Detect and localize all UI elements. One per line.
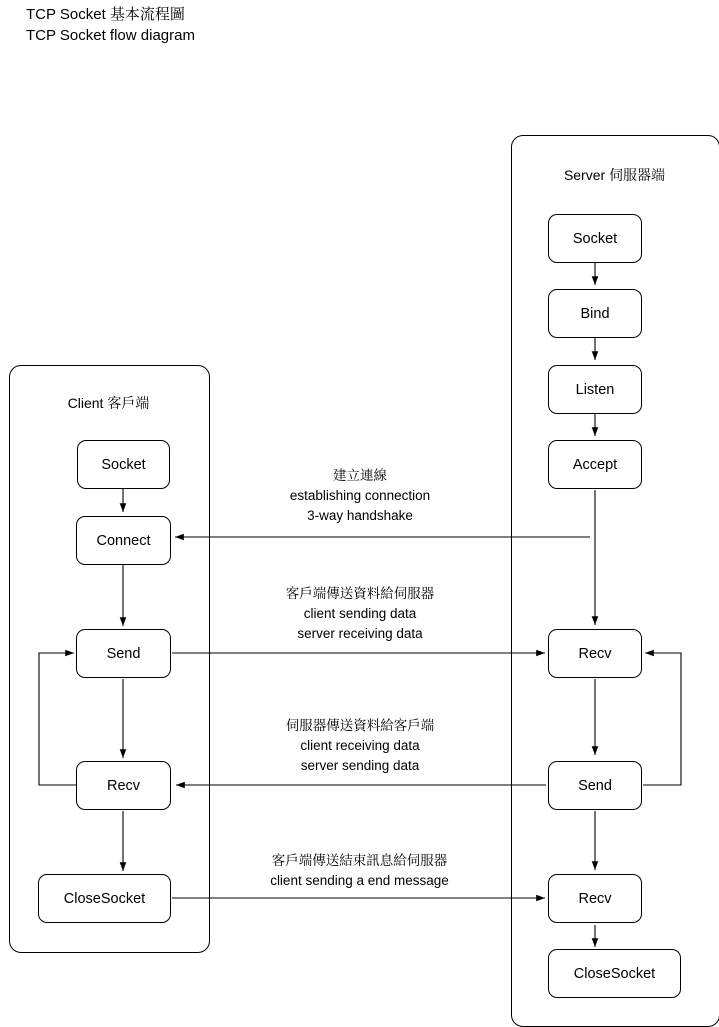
- edge-label-server-send-line2: client receiving data: [300, 738, 420, 753]
- edge-label-handshake-line2: establishing connection: [289, 488, 431, 503]
- edge-label-end-message-line1: 客戶端傳送結束訊息給伺服器: [271, 853, 448, 868]
- edge-label-server-send: [240, 716, 480, 776]
- edge-label-handshake-line3: 3-way handshake: [307, 508, 413, 523]
- diagram-title-chinese: TCP Socket 基本流程圖: [26, 6, 185, 23]
- edge-label-client-send-line2: client sending data: [303, 606, 417, 621]
- edge-label-server-send-line3: server sending data: [300, 758, 420, 773]
- edge-label-client-send-line3: server receiving data: [297, 626, 423, 641]
- edge-label-client-send-line1: 客戶端傳送資料給伺服器: [285, 586, 435, 601]
- diagram-title-english: TCP Socket flow diagram: [26, 27, 195, 44]
- client-node-closesocket[interactable]: CloseSocket: [38, 874, 171, 923]
- server-node-recv-end[interactable]: Recv: [548, 874, 642, 923]
- edge-label-handshake-line1: 建立連線: [333, 468, 387, 483]
- client-node-recv[interactable]: Recv: [76, 761, 171, 810]
- server-node-bind[interactable]: Bind: [548, 289, 642, 338]
- edge-label-server-send-line1: 伺服器傳送資料給客戶端: [285, 718, 435, 733]
- server-node-closesocket[interactable]: CloseSocket: [548, 949, 681, 998]
- client-node-connect[interactable]: Connect: [76, 516, 171, 565]
- server-node-recv-data[interactable]: Recv: [548, 629, 642, 678]
- server-node-send[interactable]: Send: [548, 761, 642, 810]
- server-panel-label: Server 伺服器端: [563, 167, 666, 183]
- client-panel-label: Client 客戶端: [67, 395, 150, 411]
- edge-label-handshake: [240, 466, 480, 526]
- server-node-accept[interactable]: Accept: [548, 440, 642, 489]
- client-node-socket[interactable]: Socket: [77, 440, 170, 489]
- client-node-send[interactable]: Send: [76, 629, 171, 678]
- edge-label-end-message: [232, 851, 487, 891]
- edge-label-end-message-line2: client sending a end message: [270, 873, 449, 888]
- server-node-socket[interactable]: Socket: [548, 214, 642, 263]
- server-node-listen[interactable]: Listen: [548, 365, 642, 414]
- edge-label-client-send: [240, 584, 480, 644]
